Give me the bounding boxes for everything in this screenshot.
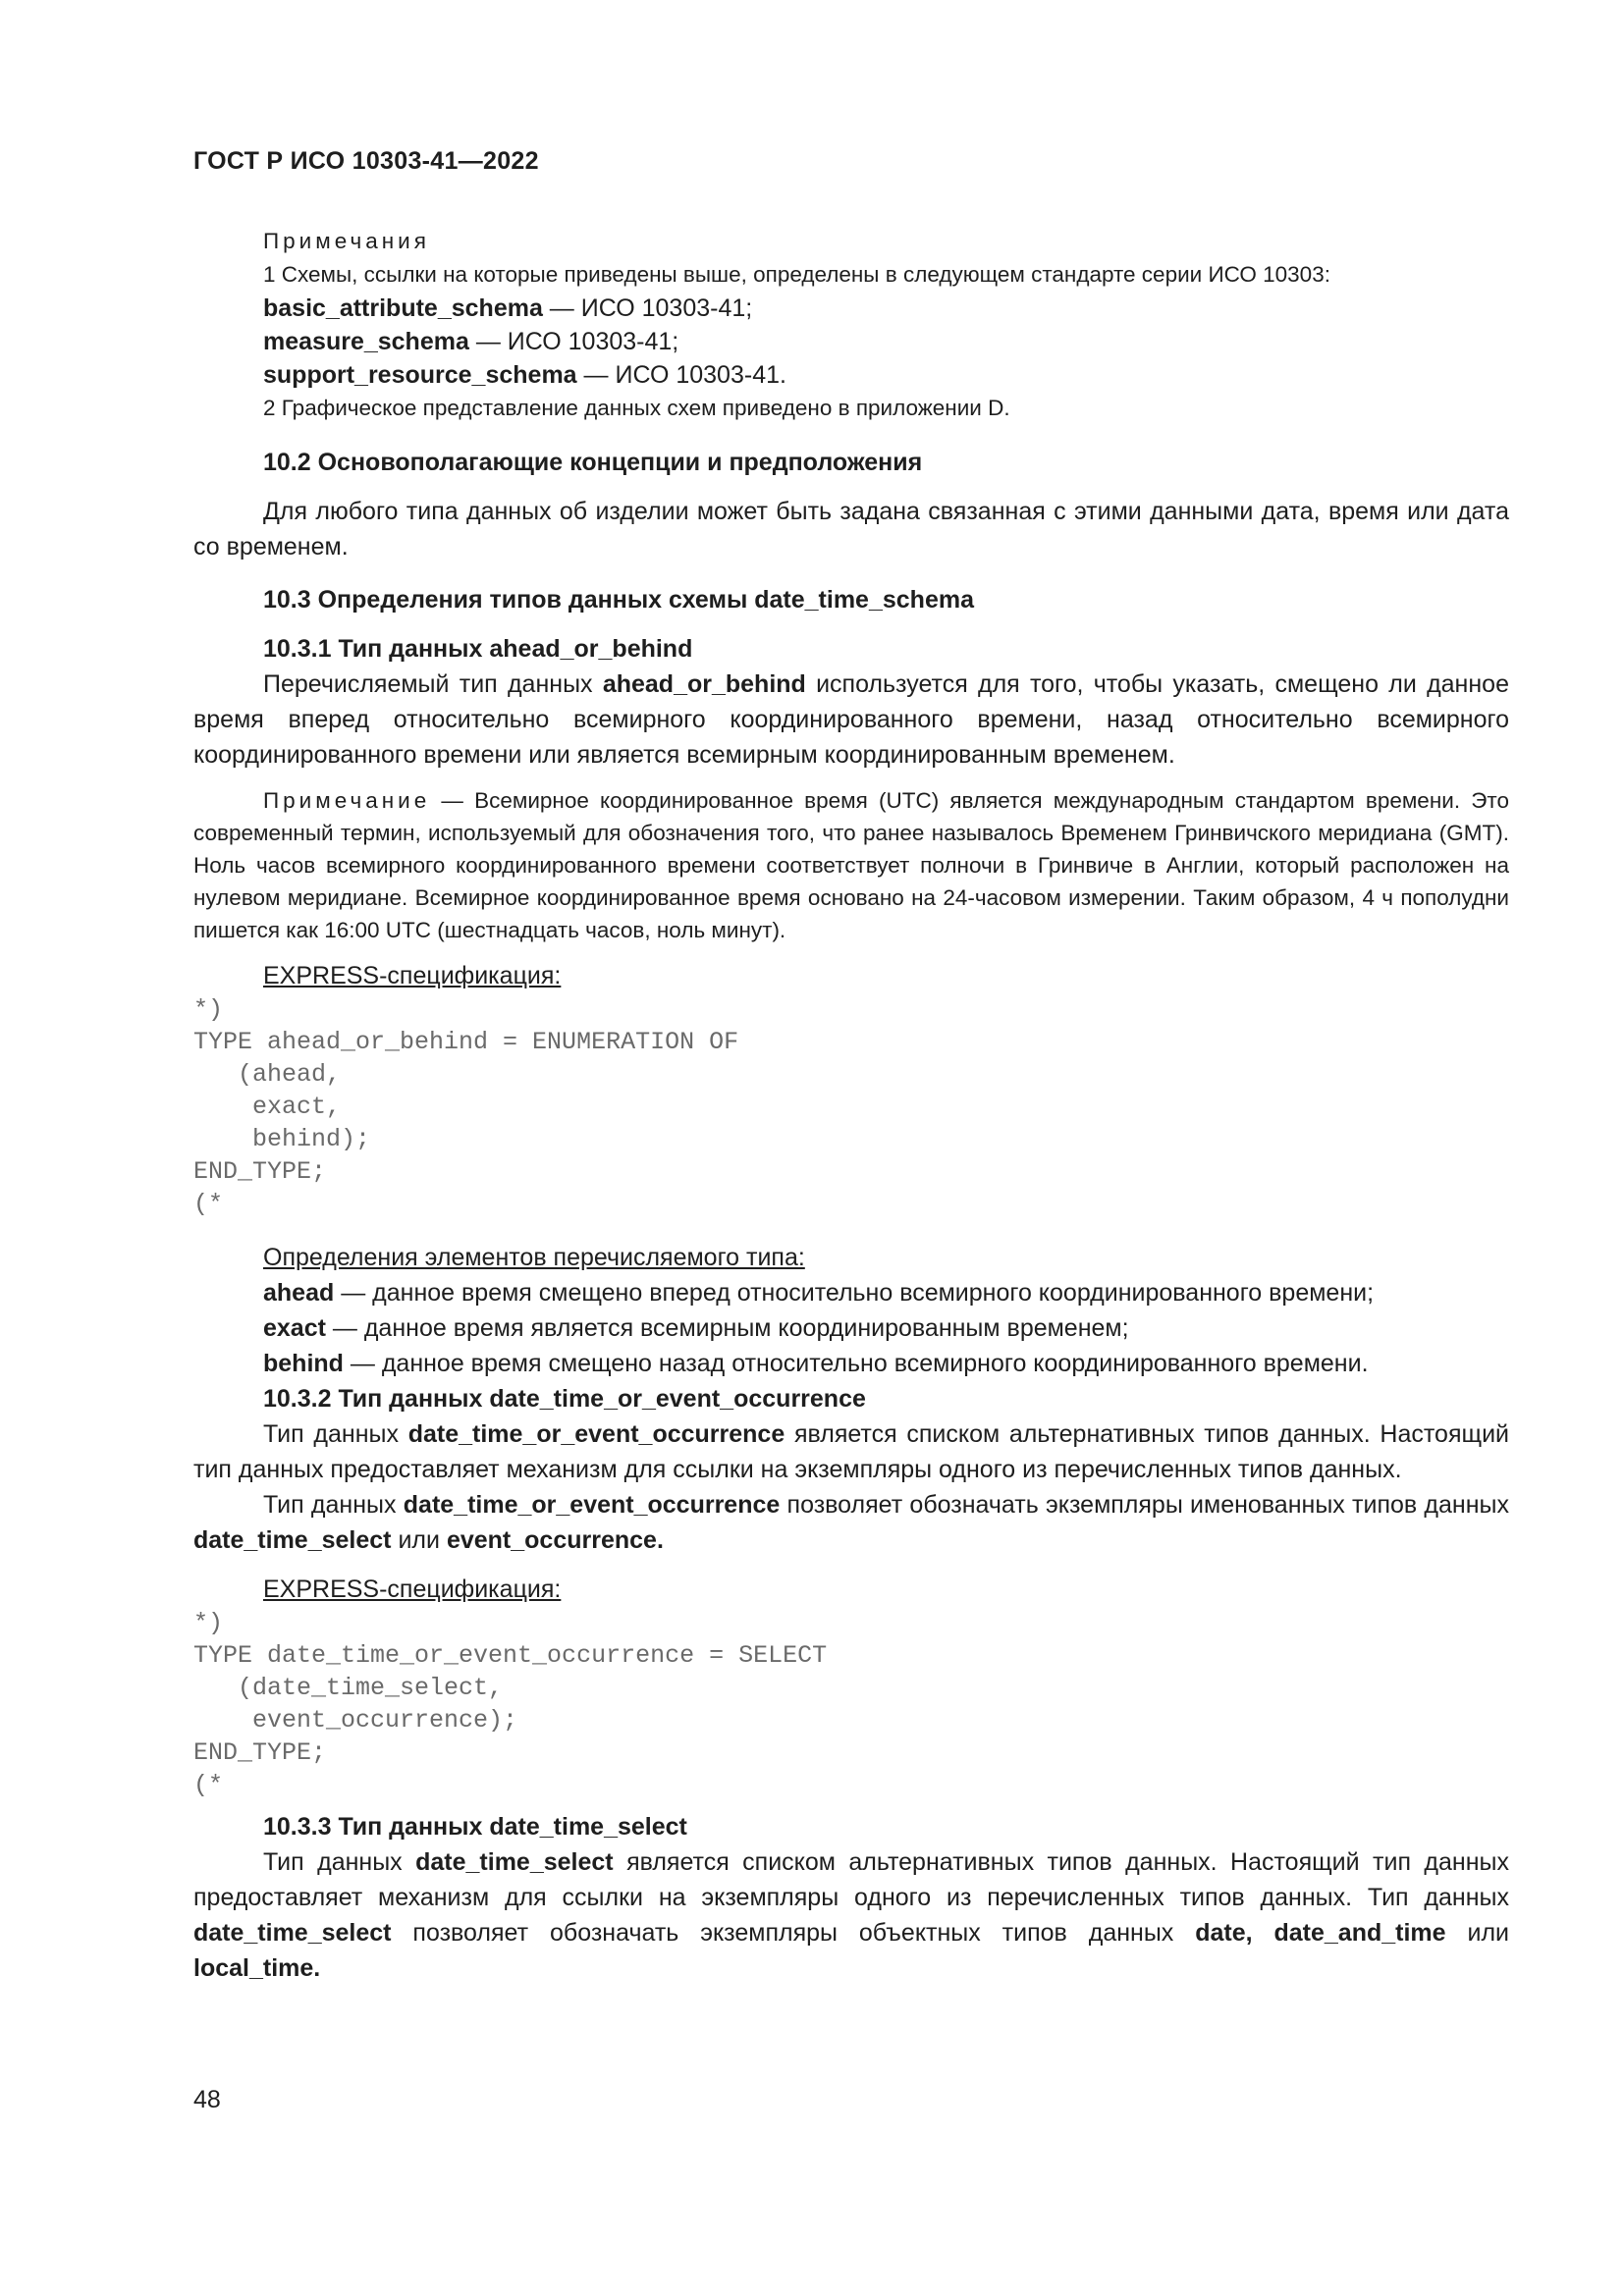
utc-note [193,784,1509,946]
express-spec-label-1: EXPRESS-спецификация: [263,962,562,989]
type-name: date_time_select [193,1919,392,1947]
text-run: используется для того, чтобы указать, смещено ли данное время вперед относительно всемирного координированного времени, назад относительно всемирного координированного времени или является всемирным координированным временем. [193,670,1509,769]
note-label: Примечание [263,788,431,813]
document-header: ГОСТ Р ИСО 10303-41—2022 [193,147,539,175]
schema-name: support_resource_schema [263,361,577,389]
text-run: Тип данных [263,1491,404,1519]
text-run: позволяет обозначать экземпляры объектных типов данных [391,1919,1196,1947]
page-content [193,225,1509,1986]
section-10-3-1-text [193,667,1509,773]
type-name: ahead_or_behind [602,670,806,698]
schema-ref: — ИСО 10303-41; [468,328,679,355]
type-name: date, date_and_time [1195,1919,1446,1947]
schema-ref-2 [263,325,1509,358]
schema-ref-3 [263,358,1509,392]
note-2: 2 Графическое представление данных схем приведено в приложении D. [263,396,1010,420]
express-code-2: *) TYPE date_time_or_event_occurrence = SELECT (date_time_select, event_occurrence); END_TYPE; (* [193,1609,828,1799]
express-code-1: *) TYPE ahead_or_behind = ENUMERATION OF (ahead, exact, behind); END_TYPE; (* [193,995,739,1218]
express-spec-label-2: EXPRESS-спецификация: [263,1575,562,1603]
section-10-2-heading: 10.2 Основополагающие концепции и предположения [263,449,923,476]
schema-ref-1 [263,292,1509,325]
enum-name: behind [263,1350,344,1377]
section-10-3-2-text-2 [193,1487,1509,1558]
enum-text: — данное время смещено назад относительно всемирного координированного времени. [343,1350,1369,1377]
schema-name: measure_schema [263,328,469,355]
type-name: date_time_or_event_occurrence [407,1420,785,1448]
text-run: или [1445,1919,1509,1947]
enum-definitions-label: Определения элементов перечисляемого типа: [263,1244,805,1271]
section-10-2-text: Для любого типа данных об изделии может быть задана связанная с этими данными дата, время или дата со временем. [193,498,1509,561]
section-10-3-1-heading: 10.3.1 Тип данных ahead_or_behind [263,635,693,663]
text-run: является списком альтернативных типов данных. Настоящий тип данных предоставляет механизм для ссылки на экземпляры одного из перечисленных типов данных. Тип данных [193,1848,1510,1911]
notes-block [193,225,1509,425]
text-run: Тип данных [263,1848,416,1876]
section-10-3-3-heading: 10.3.3 Тип данных date_time_select [263,1813,687,1841]
note-text: — Всемирное координированное время (UTC) является международным стандартом времени. Это современный термин, используемый для обозначения того, что ранее называлось Временем Гринвичского меридиана (GMT). Ноль часов всемирного координированного времени соответствует полночи в Гринвиче в Англии, который расположен на нулевом меридиане. Всемирное координированное время основано на 24-часовом измерении. Таким образом, 4 ч пополудни пишется как 16:00 UTC (шестнадцать часов, ноль минут). [193,788,1509,942]
type-name: local_time. [193,1954,321,1982]
enum-text: — данное время является всемирным координированным временем; [325,1314,1129,1342]
type-name: event_occurrence. [446,1526,664,1554]
enum-name: ahead [263,1279,335,1307]
enum-item-exact [193,1310,1509,1346]
section-10-3-2-heading: 10.3.2 Тип данных date_time_or_event_occurrence [263,1385,866,1413]
text-run: позволяет обозначать экземпляры именованных типов данных [780,1491,1510,1519]
type-name: date_time_or_event_occurrence [403,1491,781,1519]
schema-name: basic_attribute_schema [263,294,543,322]
type-name: date_time_select [193,1526,392,1554]
text-run: Тип данных [263,1420,408,1448]
page-number: 48 [193,2086,221,2113]
enum-item-ahead [193,1275,1509,1310]
notes-title: Примечания [263,229,430,253]
schema-ref: — ИСО 10303-41. [576,361,786,389]
schema-ref: — ИСО 10303-41; [542,294,753,322]
enum-item-behind [193,1346,1509,1381]
section-10-3-2-text-1 [193,1416,1509,1487]
text-run: Перечисляемый тип данных [263,670,603,698]
section-10-3-heading: 10.3 Определения типов данных схемы date_time_schema [263,586,974,614]
enum-text: — данное время смещено вперед относительно всемирного координированного времени; [334,1279,1375,1307]
text-run: или [391,1526,447,1554]
section-10-3-3-text [193,1844,1509,1986]
text-run: является списком альтернативных типов данных. Настоящий тип данных предоставляет механизм для ссылки на экземпляры одного из перечисленных типов данных. [193,1420,1509,1483]
type-name: date_time_select [415,1848,614,1876]
enum-name: exact [263,1314,326,1342]
note-1: 1 Схемы, ссылки на которые приведены выше, определены в следующем стандарте серии ИСО 10303: [263,262,1330,287]
